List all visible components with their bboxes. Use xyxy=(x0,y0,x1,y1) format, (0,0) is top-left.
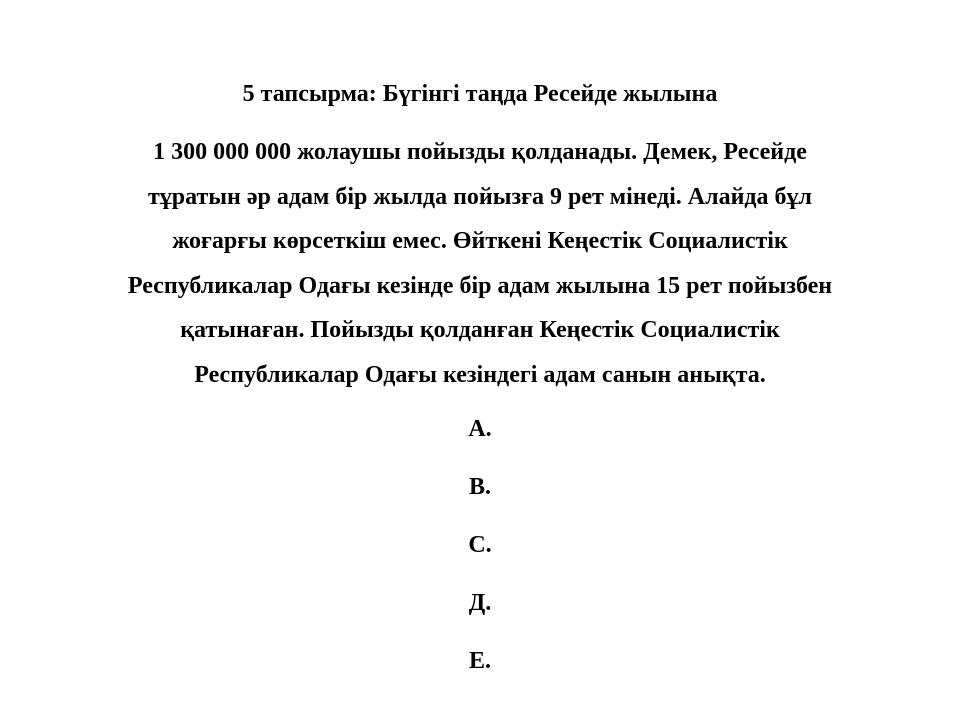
task-text-line: тұратын әр адам бір жылда пойызға 9 рет мінеді. Алайда бұл xyxy=(147,183,813,210)
task-title: 5 тапсырма: Бүгінгі таңда Ресейде жылына xyxy=(242,81,718,107)
answer-option-e: Е. xyxy=(468,648,491,674)
task-text-line: жоғарғы көрсеткіш емес. Өйткені Кеңестік Социалистік xyxy=(172,228,788,254)
answer-option-b: В. xyxy=(468,474,491,500)
answer-option-d: Д. xyxy=(468,590,492,616)
task-text xyxy=(0,130,960,397)
task-text-line: қатынаған. Пойызды қолданған Кеңестік Социалистік xyxy=(180,317,780,343)
answer-options xyxy=(0,407,960,697)
task-text-line: Республикалар Одағы кезіндегі адам санын анықта. xyxy=(194,361,766,388)
task-text-line: Республикалар Одағы кезінде бір адам жылына 15 рет пойызбен xyxy=(127,272,833,299)
task-text-line: 1 300 000 000 жолаушы пойызды қолданады. Демек, Ресейде xyxy=(153,139,807,165)
answer-option-a: А. xyxy=(468,416,492,442)
answer-option-c: С. xyxy=(468,532,492,558)
